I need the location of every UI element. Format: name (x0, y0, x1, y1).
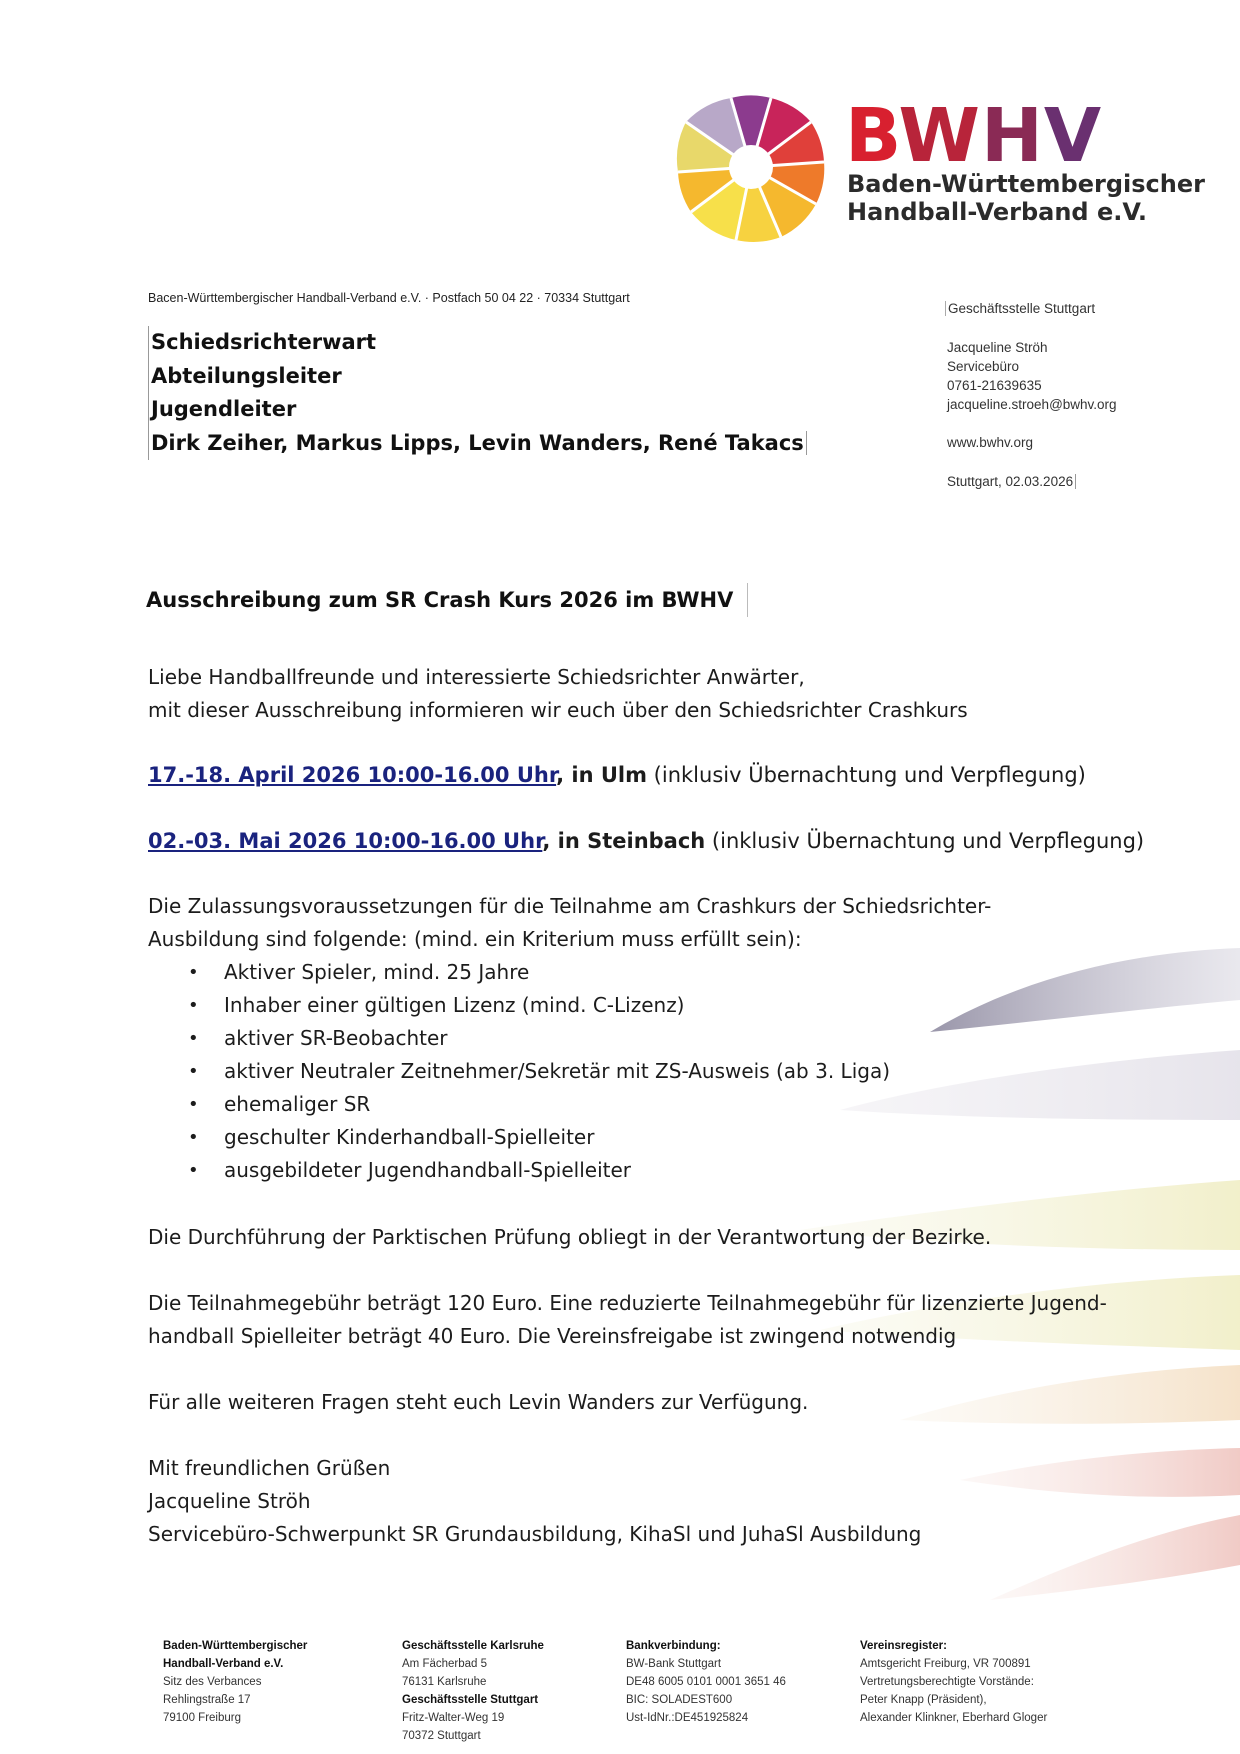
event-separator: , in (556, 763, 601, 787)
footer-register-court: Amtsgericht Freiburg, VR 700891 (860, 1658, 1031, 1670)
event-note: (inklusiv Übernachtung und Verpflegung) (705, 829, 1145, 853)
event-date-link[interactable]: 17.-18. April 2026 10:00-16.00 Uhr (148, 763, 557, 787)
recipient-block (148, 326, 807, 460)
fee-line-2: handball Spielleiter beträgt 40 Euro. Die Vereinsfreigabe ist zwingend notwendig (148, 1324, 957, 1348)
footer-karlsruhe-city: 76131 Karlsruhe (402, 1676, 487, 1688)
footer-city: 79100 Freiburg (163, 1712, 241, 1724)
requirements-list (188, 956, 890, 1187)
requirements-intro: Die Zulassungsvoraussetzungen für die Teilnahme am Crashkurs der Schiedsrichter-Ausbildung sind folgende: (mind. ein Kriterium muss erfüllt sein): (148, 894, 992, 951)
event-note: (inklusiv Übernachtung und Verpflegung) (647, 763, 1086, 787)
event-steinbach (148, 825, 1144, 858)
event-date-link[interactable]: 02.-03. Mai 2026 10:00-16.00 Uhr (148, 829, 543, 853)
bwhv-logo-wordmark: BWHV (845, 93, 1103, 179)
recipient-line-3: Jugendleiter (151, 397, 297, 421)
requirement-item: • Aktiver Spieler, mind. 25 Jahre (188, 956, 890, 989)
letter-place-date: Stuttgart, 02.03.2026 (947, 474, 1076, 489)
questions-note: Für alle weiteren Fragen steht euch Levin Wanders zur Verfügung. (148, 1390, 809, 1414)
requirement-item: • Inhaber einer gültigen Lizenz (mind. C-Lizenz) (188, 989, 890, 1022)
event-place: Steinbach (587, 829, 706, 853)
footer-bic: BIC: SOLADEST600 (626, 1694, 733, 1706)
footer-association (163, 1637, 307, 1727)
requirement-item: • ausgebildeter Jugendhandball-Spielleiter (188, 1154, 890, 1187)
event-separator: , in (542, 829, 588, 853)
requirement-item: • aktiver SR-Beobachter (188, 1022, 890, 1055)
footer-association-name-1: Baden-Württembergischer (163, 1640, 308, 1652)
closing-signatory-role: Servicebüro-Schwerpunkt SR Grundausbildung, KihaSl und JuhaSl Ausbildung (148, 1522, 922, 1546)
contact-role: Servicebüro (947, 359, 1020, 374)
footer-offices (402, 1637, 544, 1745)
requirement-item: • aktiver Neutraler Zeitnehmer/Sekretär mit ZS-Ausweis (ab 3. Liga) (188, 1055, 890, 1088)
footer-stuttgart-city: 70372 Stuttgart (402, 1730, 481, 1742)
logo-subtitle (847, 170, 1205, 226)
footer-karlsruhe-street: Am Fächerbad 5 (402, 1658, 488, 1670)
footer-board-label: Vertretungsberechtigte Vorstände: (860, 1676, 1034, 1688)
closing-salutation: Mit freundlichen Grüßen (148, 1456, 391, 1480)
recipient-line-1: Schiedsrichterwart (151, 330, 377, 354)
footer-street: Rehlingstraße 17 (163, 1694, 251, 1706)
footer-bank-heading: Bankverbindung: (626, 1640, 721, 1652)
recipient-line-2: Abteilungsleiter (151, 363, 342, 388)
contact-email-link[interactable]: jacqueline.stroeh@bwhv.org (947, 397, 1117, 412)
footer-office-karlsruhe: Geschäftsstelle Karlsruhe (402, 1640, 544, 1652)
footer-board-2: Alexander Klinkner, Eberhard Gloger (860, 1712, 1048, 1724)
footer-seat-label: Sitz des Verbances (163, 1676, 262, 1688)
logo-subtitle-line2: Handball-Verband e.V. (847, 198, 1147, 226)
event-place: Ulm (600, 763, 647, 787)
bwhv-logo-mark (676, 92, 826, 242)
footer-bank (626, 1637, 786, 1727)
closing-signatory-name: Jacqueline Ströh (148, 1489, 311, 1513)
requirement-item: • ehemaliger SR (188, 1088, 890, 1121)
fee-note (148, 1287, 1108, 1353)
logo-subtitle-line1: Baden-Württembergischer (847, 170, 1205, 198)
contact-office: Geschäftsstelle Stuttgart (945, 301, 1095, 316)
greeting-line-2: mit dieser Ausschreibung informieren wir euch über den Schiedsrichter Crashkurs (148, 698, 968, 722)
greeting-line-1: Liebe Handballfreunde und interessierte Schiedsrichter Anwärter, (148, 665, 805, 689)
recipient-line-4: Dirk Zeiher, Markus Lipps, Levin Wanders, René Takacs (151, 431, 807, 455)
greeting (148, 661, 1108, 727)
fee-line-1: Die Teilnahmegebühr beträgt 120 Euro. Eine reduzierte Teilnahmegebühr für lizenzierte Jugend- (148, 1291, 1107, 1315)
footer-register (860, 1637, 1047, 1727)
footer-stuttgart-street: Fritz-Walter-Weg 19 (402, 1712, 505, 1724)
sender-address-line: Bacen-Württembergischer Handball-Verband e.V. · Postfach 50 04 22 · 70334 Stuttgart (148, 291, 630, 305)
contact-name: Jacqueline Ströh (947, 340, 1048, 355)
footer-board-1: Peter Knapp (Präsident), (860, 1694, 987, 1706)
event-ulm (148, 759, 1086, 792)
contact-website-link[interactable]: www.bwhv.org (947, 435, 1034, 450)
footer-office-stuttgart: Geschäftsstelle Stuttgart (402, 1694, 539, 1706)
letter-subject: Ausschreibung zum SR Crash Kurs 2026 im BWHV (146, 583, 748, 617)
footer-bank-name: BW-Bank Stuttgart (626, 1658, 722, 1670)
footer-register-heading: Vereinsregister: (860, 1640, 947, 1652)
footer-vat-id: Ust-IdNr.:DE451925824 (626, 1712, 749, 1724)
footer-association-name-2: Handball-Verband e.V. (163, 1658, 284, 1670)
footer-iban: DE48 6005 0101 0001 3651 46 (626, 1676, 786, 1688)
exam-note: Die Durchführung der Parktischen Prüfung obliegt in der Verantwortung der Bezirke. (148, 1225, 992, 1249)
contact-phone: 0761-21639635 (947, 378, 1042, 393)
requirement-item: • geschulter Kinderhandball-Spielleiter (188, 1121, 890, 1154)
